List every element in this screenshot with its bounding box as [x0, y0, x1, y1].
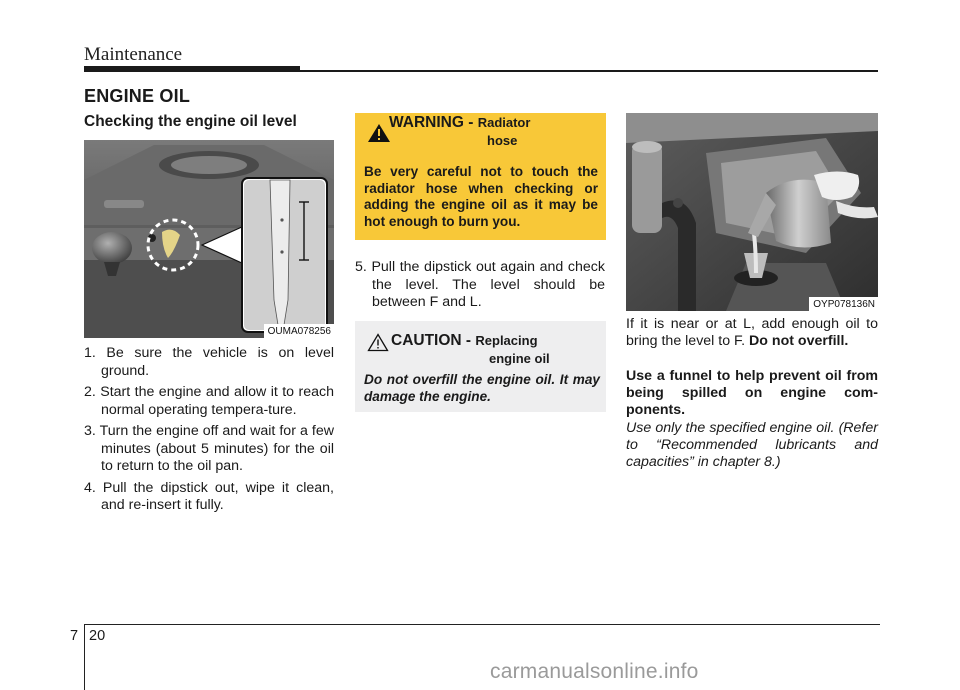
caution-body: Do not overfill the engine oil. It may damage the engine. — [364, 372, 600, 404]
header-rule-thin — [300, 70, 878, 72]
paragraph-add-oil — [626, 316, 878, 350]
warning-body: Be very careful not to touch the radiator hose when checking or adding the engine oil as it may be hot enough to burn you. — [364, 164, 598, 229]
steps-list — [84, 345, 334, 519]
warning-topic: Radiator — [477, 115, 531, 130]
caution-topic: Replacing — [475, 333, 538, 348]
caution-triangle-icon — [367, 333, 389, 352]
figure-caption-left: OUMA078256 — [264, 324, 334, 338]
section-subtitle: Checking the engine oil level — [84, 113, 297, 130]
warning-topic-line2: hose — [487, 133, 518, 148]
footer-divider — [84, 624, 85, 690]
list-item: 4. Pull the dipstick out, wipe it clean, and re-insert it fully. — [84, 479, 334, 513]
list-item: 2. Start the engine and allow it to reach normal operating tempera-ture. — [84, 384, 334, 418]
warning-dash: - — [463, 114, 478, 131]
engine-dipstick-photo — [84, 140, 334, 338]
add-oil-text: If it is near or at L, add enough oil to bring the level to F. — [626, 316, 878, 349]
paragraph-specified-oil: Use only the specified engine oil. (Refer to “Recommended lubricants and capacities” in chapter 8.) — [626, 420, 878, 470]
list-item: 3. Turn the engine off and wait for a few minutes (about 5 minutes) for the oil to return to the oil pan. — [84, 423, 334, 474]
do-not-overfill: Do not overfill. — [749, 333, 849, 349]
warning-triangle-icon — [367, 123, 391, 143]
list-item: 1. Be sure the vehicle is on level ground. — [84, 345, 334, 379]
section-label: Maintenance — [84, 44, 183, 65]
warning-title — [389, 114, 530, 132]
chapter-number: 7 — [70, 628, 79, 644]
paragraph-funnel: Use a funnel to help prevent oil from being spilled on engine com-ponents. — [626, 368, 878, 418]
watermark: carmanualsonline.info — [490, 660, 699, 683]
page-number: 20 — [89, 628, 106, 644]
caution-dash: - — [461, 332, 476, 349]
caution-box — [355, 321, 606, 412]
step-5: 5. Pull the dipstick out again and check the level. The level should be between F and L. — [355, 259, 605, 310]
page-title: ENGINE OIL — [84, 86, 191, 106]
caution-label: CAUTION — [391, 332, 462, 349]
figure-caption-right: OYP078136N — [809, 297, 878, 311]
caution-title — [391, 332, 538, 350]
warning-label: WARNING — [389, 114, 464, 131]
header-rule-thick — [84, 66, 300, 72]
caution-topic-line2: engine oil — [489, 351, 550, 366]
oil-pouring-photo — [626, 113, 878, 311]
footer-rule — [84, 624, 880, 625]
warning-box — [355, 113, 606, 240]
